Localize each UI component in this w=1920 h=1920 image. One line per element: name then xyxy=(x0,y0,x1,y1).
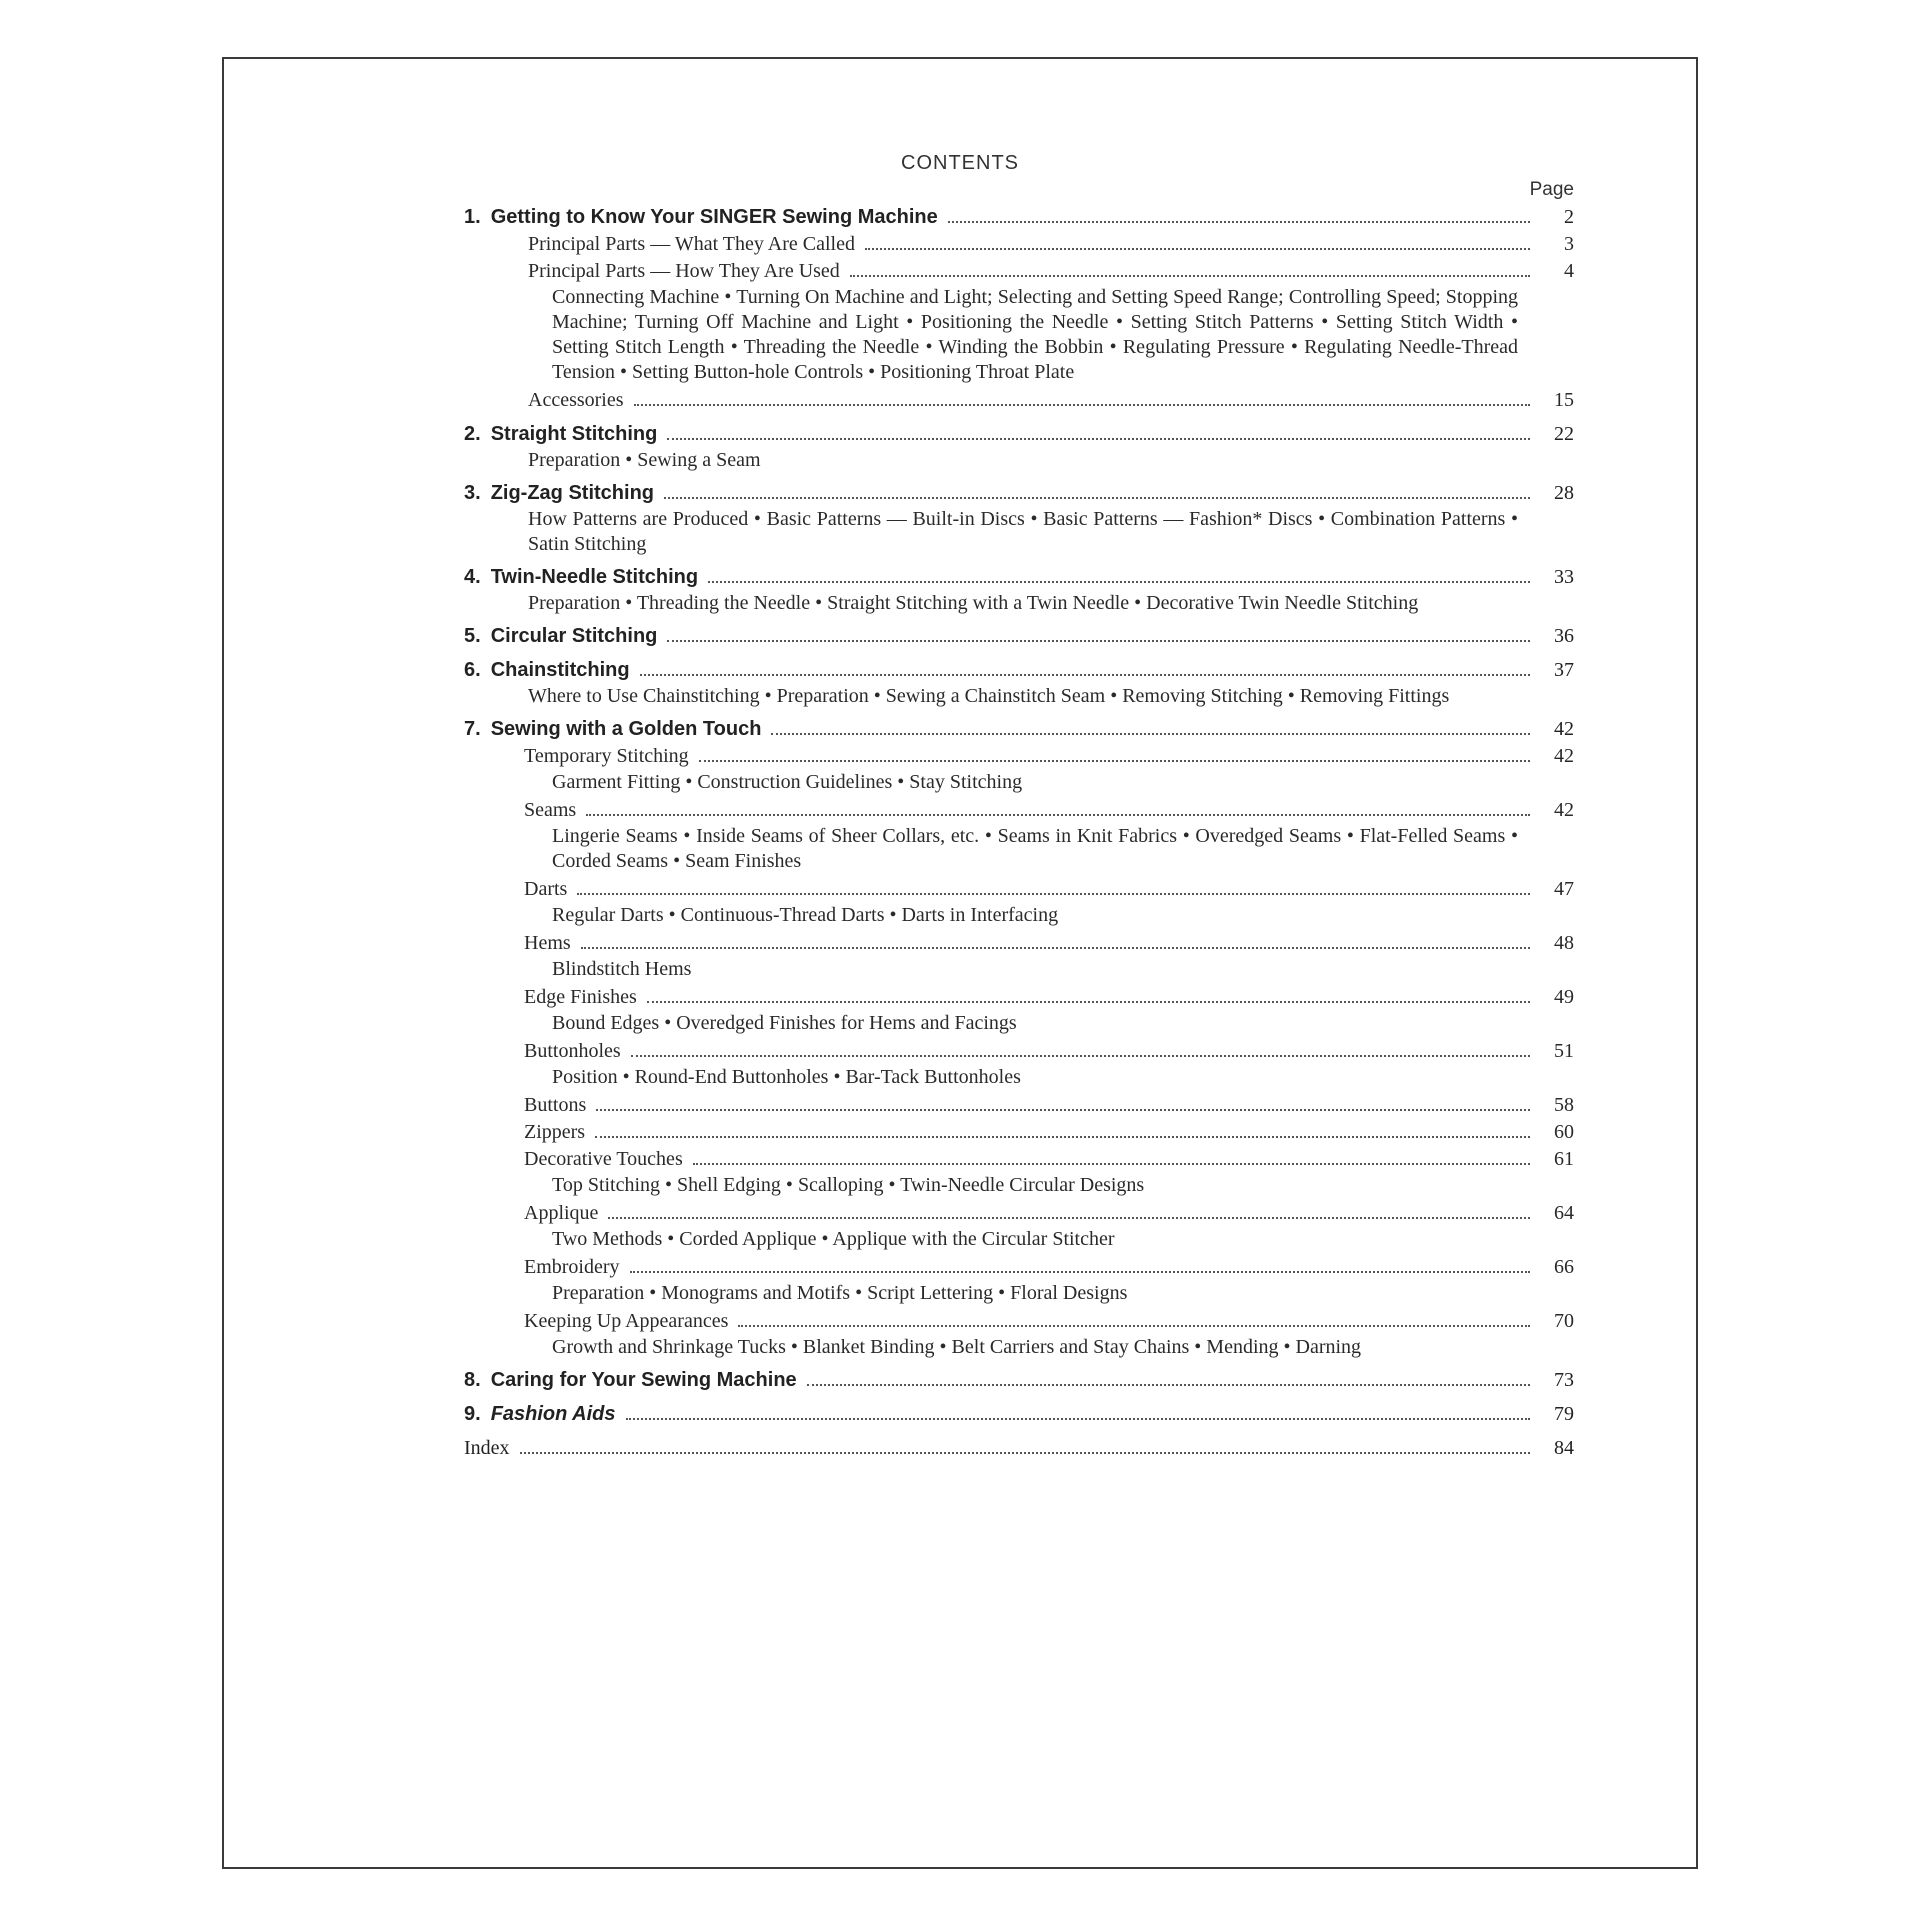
dot-leader xyxy=(667,438,1530,440)
toc-section-row[interactable] xyxy=(464,231,1574,258)
toc-page-number: 79 xyxy=(1554,1403,1574,1425)
dot-leader xyxy=(626,1418,1530,1420)
toc-page-number: 2 xyxy=(1564,206,1574,228)
toc-section-row[interactable] xyxy=(464,1038,1574,1065)
toc-section-title: Darts xyxy=(524,878,568,900)
toc-chapter-row[interactable] xyxy=(464,1401,1574,1428)
toc-subtopics: Garment Fitting • Construction Guidelines • Stay Stitching xyxy=(552,771,1023,793)
toc-page-number: 64 xyxy=(1554,1202,1574,1224)
toc-section-title: Hems xyxy=(524,932,571,954)
toc-index-title: Index xyxy=(464,1437,510,1459)
toc-page-number: 73 xyxy=(1554,1369,1574,1391)
toc-chapter-row[interactable] xyxy=(464,623,1574,650)
toc-page-number: 61 xyxy=(1554,1148,1574,1170)
dot-leader xyxy=(581,947,1530,949)
toc-section-title: Accessories xyxy=(528,389,624,411)
toc-chapter-label xyxy=(464,421,657,448)
toc-page-number: 49 xyxy=(1554,986,1574,1008)
dot-leader xyxy=(807,1384,1530,1386)
toc-chapter-title: Sewing with a Golden Touch xyxy=(490,718,762,740)
toc-section-title: Principal Parts — What They Are Called xyxy=(528,233,855,255)
toc-chapter xyxy=(464,1367,1574,1394)
toc-subtopics: Connecting Machine • Turning On Machine and Light; Selecting and Setting Speed Range; Controlling Speed; Stopping Machine; Turning Off Machine and Light • Positioning the Needle • Setting Stitch Patterns • Setting Stitch Width • Setting Stitch Length • Threading the Needle • Winding the Bobbin • Regulating Pressure • Regulating Needle-Thread Tension • Setting Button-hole Controls • Positioning Throat Plate xyxy=(552,286,1518,383)
toc-section-title: Keeping Up Appearances xyxy=(524,1310,729,1332)
toc-page-number: 3 xyxy=(1564,233,1574,255)
dot-leader xyxy=(699,760,1530,762)
toc-subtopics: Growth and Shrinkage Tucks • Blanket Binding • Belt Carriers and Stay Chains • Mending • Darning xyxy=(552,1336,1362,1358)
toc-chapter-row[interactable] xyxy=(464,716,1574,743)
toc-chapter-number: 9. xyxy=(464,1403,481,1425)
toc-chapter xyxy=(464,623,1574,650)
toc-section-row[interactable] xyxy=(464,1308,1574,1335)
toc-page-number: 84 xyxy=(1554,1437,1574,1459)
toc-section-title: Seams xyxy=(524,799,577,821)
toc-page-number: 58 xyxy=(1554,1094,1574,1116)
dot-leader xyxy=(693,1163,1530,1165)
toc-chapter-number: 3. xyxy=(464,482,481,504)
dot-leader xyxy=(640,674,1530,676)
toc-chapter-number: 7. xyxy=(464,718,481,740)
toc-chapter-row[interactable] xyxy=(464,1367,1574,1394)
toc-page-number: 42 xyxy=(1554,799,1574,821)
toc-chapter-label xyxy=(464,1367,797,1394)
dot-leader xyxy=(948,221,1530,223)
toc-section-title: Principal Parts — How They Are Used xyxy=(528,260,840,282)
dot-leader xyxy=(520,1452,1530,1454)
toc-chapter-label xyxy=(464,657,630,684)
toc-page-number: 42 xyxy=(1554,718,1574,740)
toc-page-number: 70 xyxy=(1554,1310,1574,1332)
toc-chapter-label xyxy=(464,1401,616,1428)
toc-chapter-title: Twin-Needle Stitching xyxy=(490,566,699,588)
toc-chapter xyxy=(464,204,1574,414)
toc-subtopics: Top Stitching • Shell Edging • Scalloping • Twin-Needle Circular Designs xyxy=(552,1174,1145,1196)
toc-chapter-title: Getting to Know Your SINGER Sewing Machine xyxy=(490,206,938,228)
dot-leader xyxy=(850,275,1530,277)
toc-chapter-title: Circular Stitching xyxy=(490,625,658,647)
dot-leader xyxy=(596,1109,1530,1111)
toc-section-row[interactable] xyxy=(464,797,1574,824)
toc-section-row[interactable] xyxy=(464,743,1574,770)
toc-chapter-label xyxy=(464,564,698,591)
toc-section-title: Buttons xyxy=(524,1094,587,1116)
dot-leader xyxy=(608,1217,1530,1219)
table-of-contents xyxy=(464,204,1574,1469)
toc-subtopics: Preparation • Threading the Needle • Straight Stitching with a Twin Needle • Decorative Twin Needle Stitching xyxy=(528,592,1419,614)
toc-section-row[interactable] xyxy=(464,387,1574,414)
toc-subtopics: Where to Use Chainstitching • Preparation • Sewing a Chainstitch Seam • Removing Stitching • Removing Fittings xyxy=(528,685,1450,707)
toc-chapter xyxy=(464,1401,1574,1428)
toc-page-number: 42 xyxy=(1554,745,1574,767)
toc-chapter xyxy=(464,564,1574,616)
toc-page-number: 37 xyxy=(1554,659,1574,681)
toc-section-title: Decorative Touches xyxy=(524,1148,683,1170)
toc-chapter-label xyxy=(464,480,654,507)
toc-subtopics: Preparation • Sewing a Seam xyxy=(528,449,761,471)
toc-page-number: 4 xyxy=(1564,260,1574,282)
toc-chapter-row[interactable] xyxy=(464,657,1574,684)
toc-chapter xyxy=(464,716,1574,1360)
toc-page-number: 15 xyxy=(1554,389,1574,411)
toc-section-row[interactable] xyxy=(464,1200,1574,1227)
toc-section-title: Applique xyxy=(524,1202,599,1224)
dot-leader xyxy=(595,1136,1530,1138)
toc-page-number: 48 xyxy=(1554,932,1574,954)
toc-section-title: Embroidery xyxy=(524,1256,620,1278)
toc-subtopics: Position • Round-End Buttonholes • Bar-Tack Buttonholes xyxy=(552,1066,1021,1088)
toc-page-number: 60 xyxy=(1554,1121,1574,1143)
toc-chapter-title: Straight Stitching xyxy=(490,423,658,445)
toc-chapter-title: Zig-Zag Stitching xyxy=(490,482,654,504)
toc-page-number: 66 xyxy=(1554,1256,1574,1278)
toc-chapter-title: Fashion Aids xyxy=(490,1403,616,1425)
toc-subtopics: Regular Darts • Continuous-Thread Darts • Darts in Interfacing xyxy=(552,904,1059,926)
toc-chapter-row[interactable] xyxy=(464,421,1574,448)
dot-leader xyxy=(664,497,1530,499)
toc-section-row[interactable] xyxy=(464,1146,1574,1173)
toc-section-row[interactable] xyxy=(464,1092,1574,1119)
toc-section-row[interactable] xyxy=(464,984,1574,1011)
dot-leader xyxy=(865,248,1530,250)
toc-subtopics: Bound Edges • Overedged Finishes for Hems and Facings xyxy=(552,1012,1017,1034)
toc-chapter-label xyxy=(464,716,761,743)
toc-index-row[interactable] xyxy=(464,1435,1574,1462)
toc-section-title: Zippers xyxy=(524,1121,586,1143)
toc-chapter xyxy=(464,421,1574,473)
toc-chapter-label xyxy=(464,204,938,231)
toc-chapter-row[interactable] xyxy=(464,480,1574,507)
toc-chapter-row[interactable] xyxy=(464,564,1574,591)
toc-index xyxy=(464,1435,1574,1462)
toc-section-row[interactable] xyxy=(464,930,1574,957)
dot-leader xyxy=(647,1001,1530,1003)
toc-subtopics: Lingerie Seams • Inside Seams of Sheer Collars, etc. • Seams in Knit Fabrics • Overedged Seams • Flat-Felled Seams • Corded Seams • Seam Finishes xyxy=(552,825,1518,872)
toc-chapter xyxy=(464,657,1574,709)
toc-subtopics: Blindstitch Hems xyxy=(552,958,692,980)
dot-leader xyxy=(667,640,1530,642)
toc-chapter-number: 6. xyxy=(464,659,481,681)
toc-section-row[interactable] xyxy=(464,1254,1574,1281)
toc-chapter-label xyxy=(464,623,657,650)
toc-chapter-number: 2. xyxy=(464,423,481,445)
toc-chapter-title: Chainstitching xyxy=(490,659,630,681)
toc-chapter-number: 4. xyxy=(464,566,481,588)
toc-subtopics: Preparation • Monograms and Motifs • Script Lettering • Floral Designs xyxy=(552,1282,1128,1304)
toc-page-number: 28 xyxy=(1554,482,1574,504)
toc-page-number: 51 xyxy=(1554,1040,1574,1062)
toc-page-number: 36 xyxy=(1554,625,1574,647)
dot-leader xyxy=(577,893,1530,895)
toc-chapter xyxy=(464,480,1574,557)
dot-leader xyxy=(708,581,1530,583)
toc-section-title: Edge Finishes xyxy=(524,986,637,1008)
toc-page-number: 22 xyxy=(1554,423,1574,445)
toc-chapter-title: Caring for Your Sewing Machine xyxy=(490,1369,797,1391)
toc-section-row[interactable] xyxy=(464,1119,1574,1146)
page-column-label: Page xyxy=(1529,179,1574,200)
toc-section-title: Buttonholes xyxy=(524,1040,621,1062)
toc-chapter-row[interactable] xyxy=(464,204,1574,231)
dot-leader xyxy=(771,733,1530,735)
dot-leader xyxy=(631,1055,1530,1057)
dot-leader xyxy=(634,404,1530,406)
toc-chapter-number: 8. xyxy=(464,1369,481,1391)
toc-section-row[interactable] xyxy=(464,876,1574,903)
toc-section-row[interactable] xyxy=(464,258,1574,285)
toc-chapter-number: 1. xyxy=(464,206,481,228)
toc-chapter-number: 5. xyxy=(464,625,481,647)
toc-subtopics: How Patterns are Produced • Basic Patterns — Built-in Discs • Basic Patterns — Fashion* Discs • Combination Patterns • Satin Stitching xyxy=(528,508,1518,555)
toc-section-title: Temporary Stitching xyxy=(524,745,689,767)
toc-page-number: 33 xyxy=(1554,566,1574,588)
toc-page-number: 47 xyxy=(1554,878,1574,900)
dot-leader xyxy=(586,814,1530,816)
toc-subtopics: Two Methods • Corded Applique • Applique with the Circular Stitcher xyxy=(552,1228,1115,1250)
page-title: CONTENTS xyxy=(901,152,1019,174)
dot-leader xyxy=(738,1325,1530,1327)
dot-leader xyxy=(630,1271,1530,1273)
